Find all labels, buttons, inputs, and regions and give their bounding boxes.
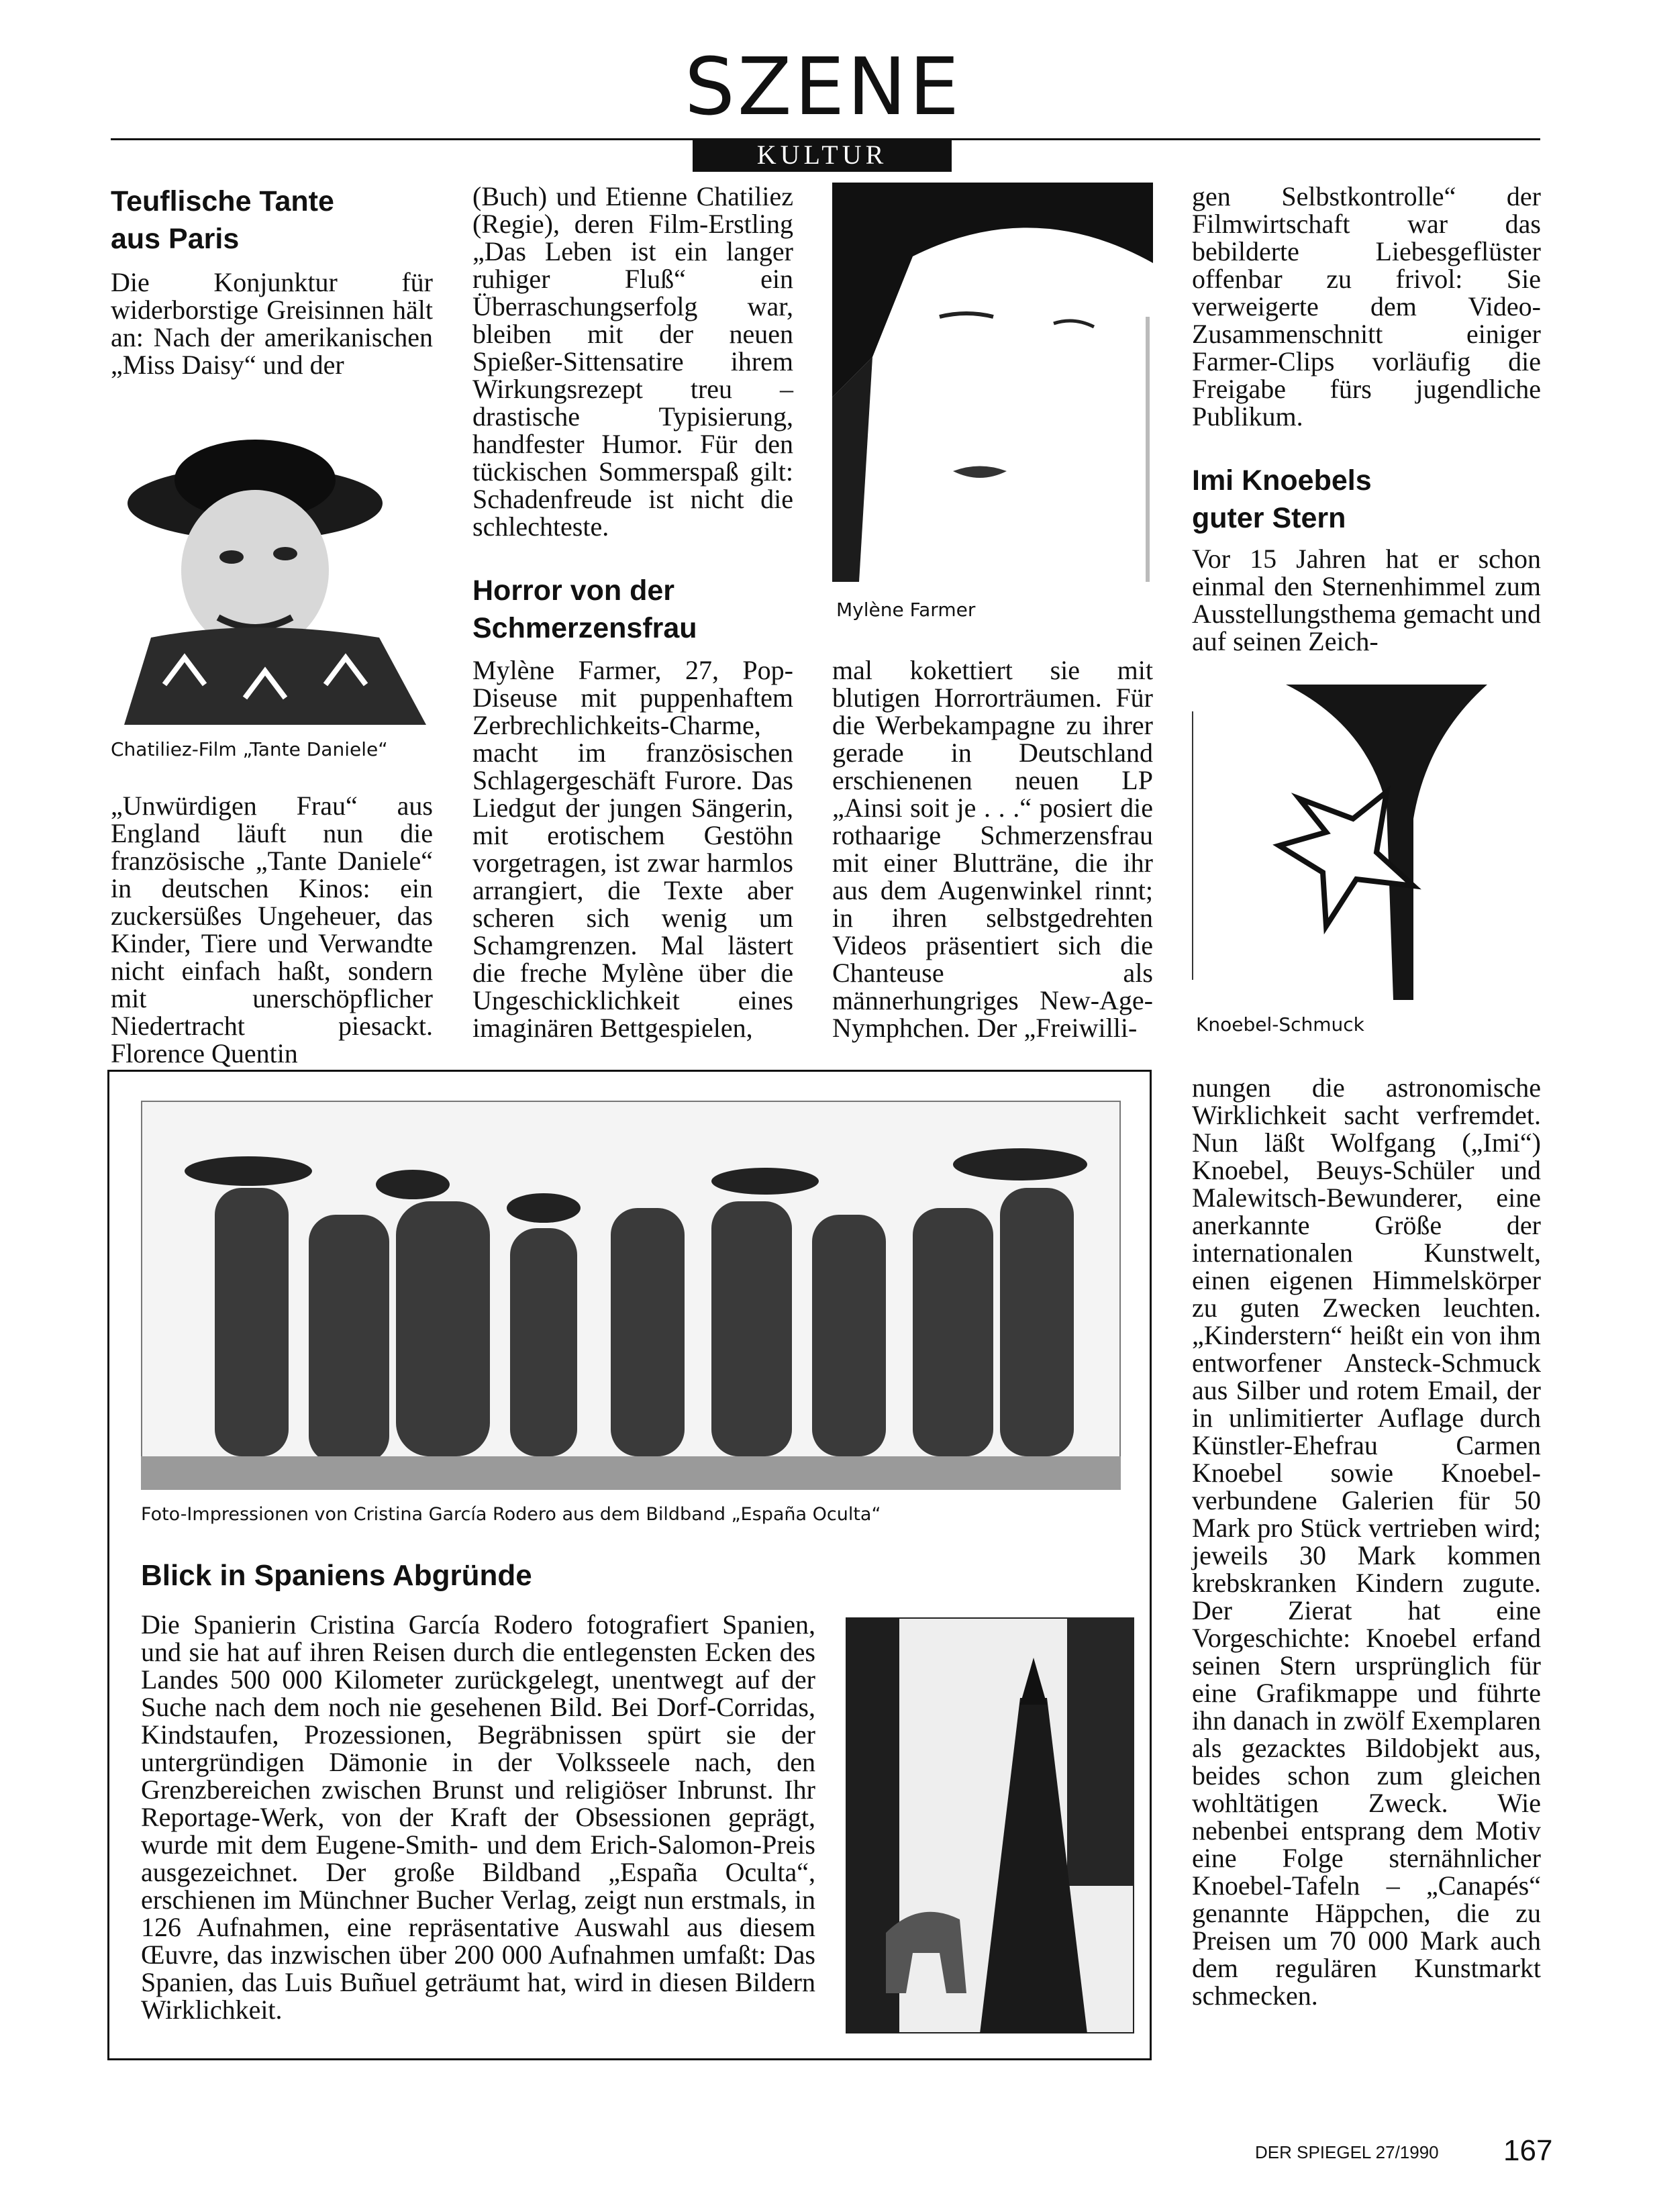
group-photo <box>141 1101 1121 1490</box>
article-paragraph: Mylène Farmer, 27, Pop-Diseuse mit puppenhaftem Zerbrechlichkeits-Charme, macht im französischen Schlagergeschäft Furore. Das Liedgut der jungen Sängerin, mit erotischem Gestöhn vorgetragen, ist zwar harmlos arrangiert, die Texte aber scheren sich wenig um Schamgrenzen. Mal lästert die freche Mylène über die Ungeschicklichkeit eines imaginären Bettgespielen, <box>472 655 793 1043</box>
portrait-photo <box>832 183 1153 582</box>
article-paragraph: Die Spanierin Cristina García Rodero fotografiert Spanien, und sie hat auf ihren Reisen durch die entlegensten Ecken des Landes 500 000 Kilometer zurückgelegt, unentwegt auf der Suche nach dem noch nie gesehenen Bild. Bei Dorf-Corridas, Kindstaufen, Prozessionen, Begräbnissen spürt sie der untergründigen Dämonie in der Volksseele nach, den Grenzbereichen zwischen Brunst und religiöser Inbrunst. Ihr Reportage-Werk, von der Kraft der Obsessionen geprägt, wurde mit dem Eugene-Smith- und dem Erich-Salomon-Preis ausgezeichnet. Der große Bildband „España Oculta“, erschienen im Münchner Bucher Verlag, zeigt nun erstmals, in 126 Aufnahmen, eine repräsentative Auswahl aus diesem Œuvre, das inzwischen über 200 000 Aufnahmen umfaßt: Das Spanien, das Luis Buñuel geträumt hat, wird in diesen Bildern Wirklichkeit. <box>141 1609 815 2025</box>
star-brooch-image <box>1192 685 1541 1000</box>
headline-line: Horror von der <box>472 574 675 607</box>
issue-label: DER SPIEGEL 27/1990 <box>1255 2142 1439 2162</box>
procession-photo <box>846 1617 1134 2033</box>
article-paragraph: „Unwürdigen Frau“ aus England läuft nun die französische „Tante Daniele“ in deutschen Kinos: ein zuckersüßes Ungeheuer, das Kinder, Tiere und Verwandte nicht einfach haßt, sondern mit unerschöpflicher Niedertracht piesackt. Florence Quentin <box>111 791 433 1068</box>
article-headline <box>111 183 426 258</box>
article-paragraph: nungen die astronomische Wirklichkeit sacht verfremdet. Nun läßt Wolfgang („Imi“) Knoebel, Beuys-Schüler und Malewitsch-Bewunderer, eine anerkannte Größe der internationalen Kunstwelt, einen eigenen Himmelskörper zu guten Zwecken leuchten. „Kinderstern“ heißt ein von ihm entworfener Ansteck-Schmuck aus Silber und rotem Email, der in unlimitierter Auflage durch Künstler-Ehefrau Carmen Knoebel sowie Knoebel-verbundene Galerien für 50 Mark pro Stück vertrieben wird; jeweils 30 Mark kommen krebskranken Kindern zugute. Der Zierat hat eine Vorgeschichte: Knoebel erfand seinen Stern ursprünglich für eine Grafikmappe und führte ihn danach in zwölf Exemplaren als gezacktes Bildobjekt aus, beides schon zum gleichen wohltätigen Zweck. Wie nebenbei entsprang dem Motiv eine Folge sternähnlicher Knoebel-Tafeln – „Canapés“ genannte Häppchen, die zu Preisen um 70 000 Mark auch dem regulären Kunstmarkt schmecken. <box>1192 1072 1541 2011</box>
headline-line: Imi Knoebels <box>1192 464 1372 497</box>
section-title: SZENE <box>685 40 962 133</box>
photo-caption: Knoebel-Schmuck <box>1196 1013 1364 1036</box>
article-headline: Blick in Spaniens Abgründe <box>141 1559 532 1592</box>
page-number: 167 <box>1503 2134 1553 2167</box>
article-headline <box>1192 462 1541 537</box>
procession-image <box>846 1617 1134 2033</box>
article-paragraph: (Buch) und Etienne Chatiliez (Regie), deren Film-Erstling „Das Leben ist ein langer ruhiger Fluß“ ein Überraschungserfolg war, bleiben mit der neuen Spießer-Sittensatire ihrem Wirkungsrezept treu – drastische Typisierung, handfester Humor. Für den tückischen Sommerspaß gilt: Schadenfreude ist nicht die schlechteste. <box>472 181 793 542</box>
photo-caption: Chatiliez-Film „Tante Daniele“ <box>111 738 388 760</box>
article-paragraph: Die Konjunktur für widerborstige Greisinnen hält an: Nach der amerikanischen „Miss Daisy“ und der <box>111 267 433 380</box>
headline-line: guter Stern <box>1192 502 1346 534</box>
headline-line: aus Paris <box>111 223 240 255</box>
article-headline <box>472 572 793 647</box>
article-paragraph: gen Selbstkontrolle“ der Filmwirtschaft war das bebilderte Liebesgeflüster offenbar zu frivol: Sie verweigerte dem Video-Zusammenschnitt einiger Farmer-Clips vorläufig die Freigabe fürs jugendliche Publikum. <box>1192 181 1541 432</box>
article-paragraph: Vor 15 Jahren hat er schon einmal den Sternenhimmel zum Ausstellungsthema gemacht und auf seinen Zeich- <box>1192 544 1541 656</box>
film-still-photo <box>111 416 433 725</box>
section-badge: KULTUR <box>693 138 952 172</box>
group-portrait-image <box>141 1101 1121 1490</box>
jewelry-photo <box>1192 685 1541 1000</box>
film-still-image <box>111 416 433 725</box>
portrait-image <box>832 183 1153 582</box>
photo-caption: Mylène Farmer <box>836 599 976 621</box>
article-paragraph: mal kokettiert sie mit blutigen Horrorträumen. Für die Werbekampagne zu ihrer gerade in Deutschland erschienenen neuen LP „Ainsi soit je . . .“ posiert die rothaarige Schmerzensfrau mit einer Blutträne, die ihr aus dem Augenwinkel rinnt; in ihren selbstgedrehten Videos präsentiert sich die Chanteuse als männerhungriges New-Age-Nymphchen. Der „Freiwilli- <box>832 655 1153 1043</box>
photo-caption: Foto-Impressionen von Cristina García Rodero aus dem Bildband „España Oculta“ <box>141 1504 881 1525</box>
headline-line: Schmerzensfrau <box>472 612 697 644</box>
headline-line: Teuflische Tante <box>111 185 334 217</box>
